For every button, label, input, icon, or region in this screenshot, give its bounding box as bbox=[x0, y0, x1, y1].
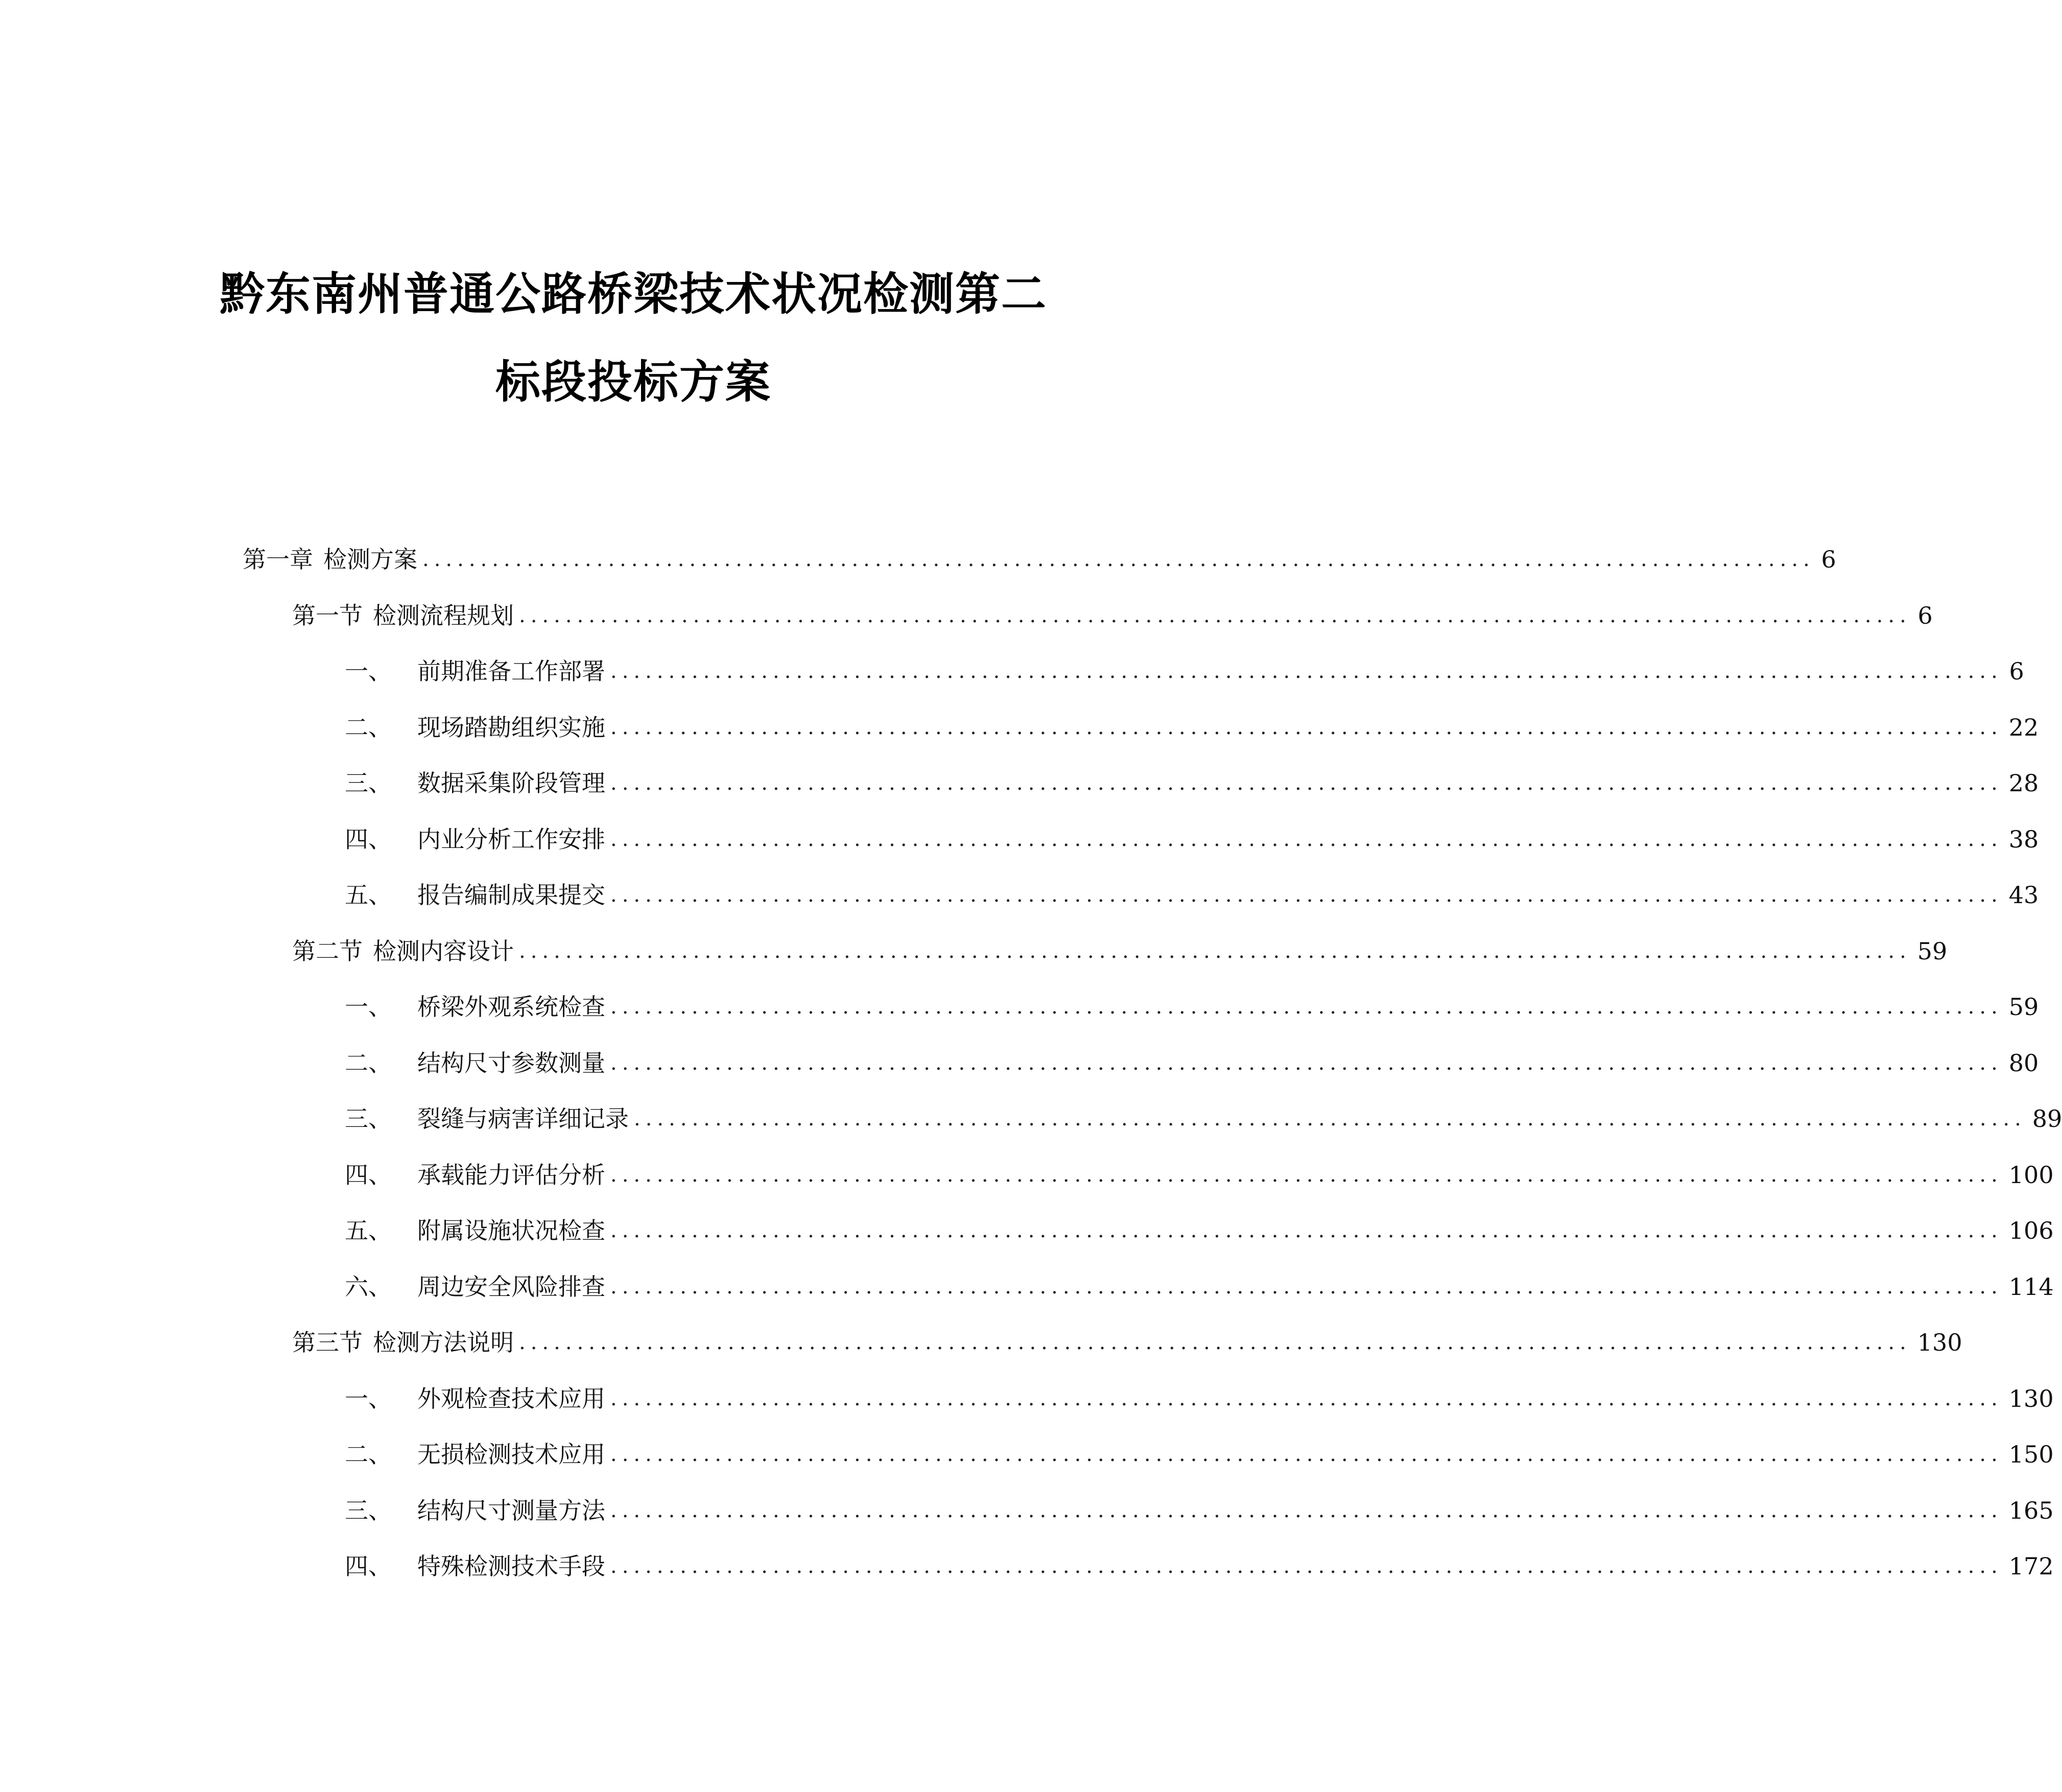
toc-entry-number: 三、 bbox=[345, 1105, 392, 1133]
toc-entry-label bbox=[345, 651, 605, 692]
toc-page-number: 130 bbox=[1917, 1329, 1962, 1356]
toc-entry-number: 四、 bbox=[345, 826, 392, 853]
toc-entry-title: 周边安全风险排查 bbox=[417, 1273, 605, 1301]
toc-entry-number: 第一章 bbox=[243, 546, 313, 573]
toc-entry-label bbox=[345, 1154, 605, 1195]
toc-dot-leader: ........................................................................................................................ bbox=[422, 548, 1815, 571]
toc-dot-leader: ........................................................................................................................ bbox=[610, 1443, 2003, 1466]
toc-entry-label bbox=[345, 1546, 605, 1587]
toc-dot-leader: ........................................................................................................................ bbox=[610, 995, 2003, 1019]
toc-page-number: 59 bbox=[2008, 993, 2039, 1021]
toc-entry-item[interactable] bbox=[345, 1154, 2054, 1195]
toc-entry-item[interactable] bbox=[345, 875, 2039, 915]
toc-dot-leader: ........................................................................................................................ bbox=[610, 1499, 2003, 1522]
toc-dot-leader: ........................................................................................................................ bbox=[634, 1107, 2026, 1130]
toc-entry-item[interactable] bbox=[345, 707, 2039, 748]
toc-entry-label bbox=[345, 1434, 605, 1475]
toc-dot-leader: ........................................................................................................................ bbox=[610, 1554, 2003, 1578]
toc-dot-leader: ........................................................................................................................ bbox=[610, 1275, 2003, 1299]
toc-entry-item[interactable] bbox=[345, 1546, 2054, 1587]
toc-page-number: 150 bbox=[2008, 1441, 2054, 1468]
toc-entry-label bbox=[345, 1043, 605, 1083]
toc-entry-title: 检测方法说明 bbox=[373, 1329, 514, 1356]
toc-dot-leader: ........................................................................................................................ bbox=[519, 1331, 1911, 1354]
toc-dot-leader: ........................................................................................................................ bbox=[519, 939, 1911, 963]
toc-dot-leader: ........................................................................................................................ bbox=[610, 1387, 2003, 1410]
toc-page-number: 172 bbox=[2008, 1552, 2054, 1580]
toc-entry-title: 附属设施状况检查 bbox=[417, 1217, 605, 1244]
toc-entry-label bbox=[345, 1490, 605, 1531]
toc-entry-number: 二、 bbox=[345, 1441, 392, 1468]
toc-entry-number: 二、 bbox=[345, 1049, 392, 1077]
toc-entry-item[interactable] bbox=[345, 986, 2039, 1027]
toc-page-number: 38 bbox=[2008, 826, 2039, 853]
toc-entry-label bbox=[345, 875, 605, 915]
toc-entry-title: 承载能力评估分析 bbox=[417, 1161, 605, 1189]
toc-page-number: 59 bbox=[1917, 937, 1948, 965]
toc-entry-item[interactable] bbox=[345, 1434, 2054, 1475]
toc-entry-label bbox=[345, 1266, 605, 1307]
toc-entry-label bbox=[345, 819, 605, 860]
toc-entry-number: 四、 bbox=[345, 1161, 392, 1189]
toc-entry-title: 内业分析工作安排 bbox=[417, 826, 605, 853]
toc-dot-leader: ........................................................................................................................ bbox=[610, 659, 2003, 683]
toc-entry-label bbox=[292, 595, 514, 636]
toc-entry-title: 桥梁外观系统检查 bbox=[417, 993, 605, 1021]
document-title-line-2: 标段投标方案 bbox=[495, 355, 771, 408]
toc-dot-leader: ........................................................................................................................ bbox=[610, 716, 2003, 739]
toc-entry-number: 五、 bbox=[345, 881, 392, 909]
toc-page-number: 22 bbox=[2008, 714, 2039, 741]
toc-entry-title: 检测流程规划 bbox=[373, 602, 514, 629]
toc-entry-number: 四、 bbox=[345, 1552, 392, 1580]
toc-entry-number: 六、 bbox=[345, 1273, 392, 1301]
toc-entry-title: 结构尺寸测量方法 bbox=[417, 1497, 605, 1524]
toc-entry-item[interactable] bbox=[345, 1266, 2054, 1307]
toc-entry-title: 前期准备工作部署 bbox=[417, 657, 605, 685]
toc-entry-title: 检测方案 bbox=[323, 546, 417, 573]
toc-entry-title: 外观检查技术应用 bbox=[417, 1385, 605, 1412]
toc-page-number: 43 bbox=[2008, 881, 2039, 909]
toc-dot-leader: ........................................................................................................................ bbox=[610, 883, 2003, 907]
toc-entry-number: 三、 bbox=[345, 769, 392, 797]
toc-entry-section[interactable] bbox=[292, 595, 1933, 636]
toc-entry-title: 数据采集阶段管理 bbox=[417, 769, 605, 797]
toc-page-number: 165 bbox=[2008, 1497, 2054, 1524]
toc-entry-title: 特殊检测技术手段 bbox=[417, 1552, 605, 1580]
toc-entry-number: 二、 bbox=[345, 714, 392, 741]
toc-entry-title: 现场踏勘组织实施 bbox=[417, 714, 605, 741]
toc-entry-label bbox=[292, 931, 514, 972]
toc-entry-item[interactable] bbox=[345, 819, 2039, 860]
toc-entry-title: 裂缝与病害详细记录 bbox=[417, 1105, 629, 1133]
toc-entry-label bbox=[243, 539, 417, 580]
toc-dot-leader: ........................................................................................................................ bbox=[610, 1051, 2003, 1075]
toc-entry-chapter[interactable] bbox=[243, 539, 1836, 580]
toc-entry-item[interactable] bbox=[345, 1210, 2054, 1251]
toc-entry-number: 第三节 bbox=[292, 1329, 363, 1356]
toc-entry-number: 第二节 bbox=[292, 937, 363, 965]
toc-entry-label bbox=[345, 763, 605, 804]
toc-entry-number: 三、 bbox=[345, 1497, 392, 1524]
toc-entry-section[interactable] bbox=[292, 1322, 1962, 1363]
toc-entry-item[interactable] bbox=[345, 1098, 2062, 1139]
toc-page-number: 6 bbox=[1821, 546, 1836, 573]
toc-dot-leader: ........................................................................................................................ bbox=[610, 828, 2003, 851]
toc-entry-number: 一、 bbox=[345, 657, 392, 685]
toc-page-number: 106 bbox=[2008, 1217, 2054, 1244]
toc-dot-leader: ........................................................................................................................ bbox=[519, 604, 1911, 627]
toc-entry-title: 结构尺寸参数测量 bbox=[417, 1049, 605, 1077]
toc-entry-title: 检测内容设计 bbox=[373, 937, 514, 965]
toc-entry-section[interactable] bbox=[292, 931, 1948, 972]
toc-page-number: 89 bbox=[2032, 1105, 2062, 1133]
toc-entry-label bbox=[345, 1098, 629, 1139]
toc-entry-item[interactable] bbox=[345, 1490, 2054, 1531]
toc-entry-label bbox=[292, 1322, 514, 1363]
toc-page-number: 28 bbox=[2008, 769, 2039, 797]
toc-entry-label bbox=[345, 1210, 605, 1251]
toc-page-number: 114 bbox=[2008, 1273, 2054, 1301]
toc-page-number: 6 bbox=[1917, 602, 1933, 629]
toc-entry-label bbox=[345, 707, 605, 748]
toc-entry-title: 报告编制成果提交 bbox=[417, 881, 605, 909]
toc-dot-leader: ........................................................................................................................ bbox=[610, 1163, 2003, 1187]
toc-page-number: 6 bbox=[2009, 657, 2024, 685]
toc-entry-number: 第一节 bbox=[292, 602, 363, 629]
toc-entry-label bbox=[345, 1378, 605, 1419]
toc-entry-number: 一、 bbox=[345, 993, 392, 1021]
toc-dot-leader: ........................................................................................................................ bbox=[610, 771, 2003, 795]
toc-entry-item[interactable] bbox=[345, 1378, 2054, 1419]
toc-page-number: 130 bbox=[2008, 1385, 2054, 1412]
toc-entry-item[interactable] bbox=[345, 651, 2024, 692]
toc-entry-title: 无损检测技术应用 bbox=[417, 1441, 605, 1468]
document-title-line-1: 黔东南州普通公路桥梁技术状况检测第二 bbox=[219, 267, 1047, 320]
toc-entry-number: 五、 bbox=[345, 1217, 392, 1244]
toc-entry-number: 一、 bbox=[345, 1385, 392, 1412]
toc-entry-label bbox=[345, 986, 605, 1027]
toc-page-number: 100 bbox=[2008, 1161, 2054, 1189]
toc-dot-leader: ........................................................................................................................ bbox=[610, 1219, 2003, 1242]
toc-entry-item[interactable] bbox=[345, 1043, 2039, 1083]
toc-page-number: 80 bbox=[2008, 1049, 2039, 1077]
toc-entry-item[interactable] bbox=[345, 763, 2039, 804]
